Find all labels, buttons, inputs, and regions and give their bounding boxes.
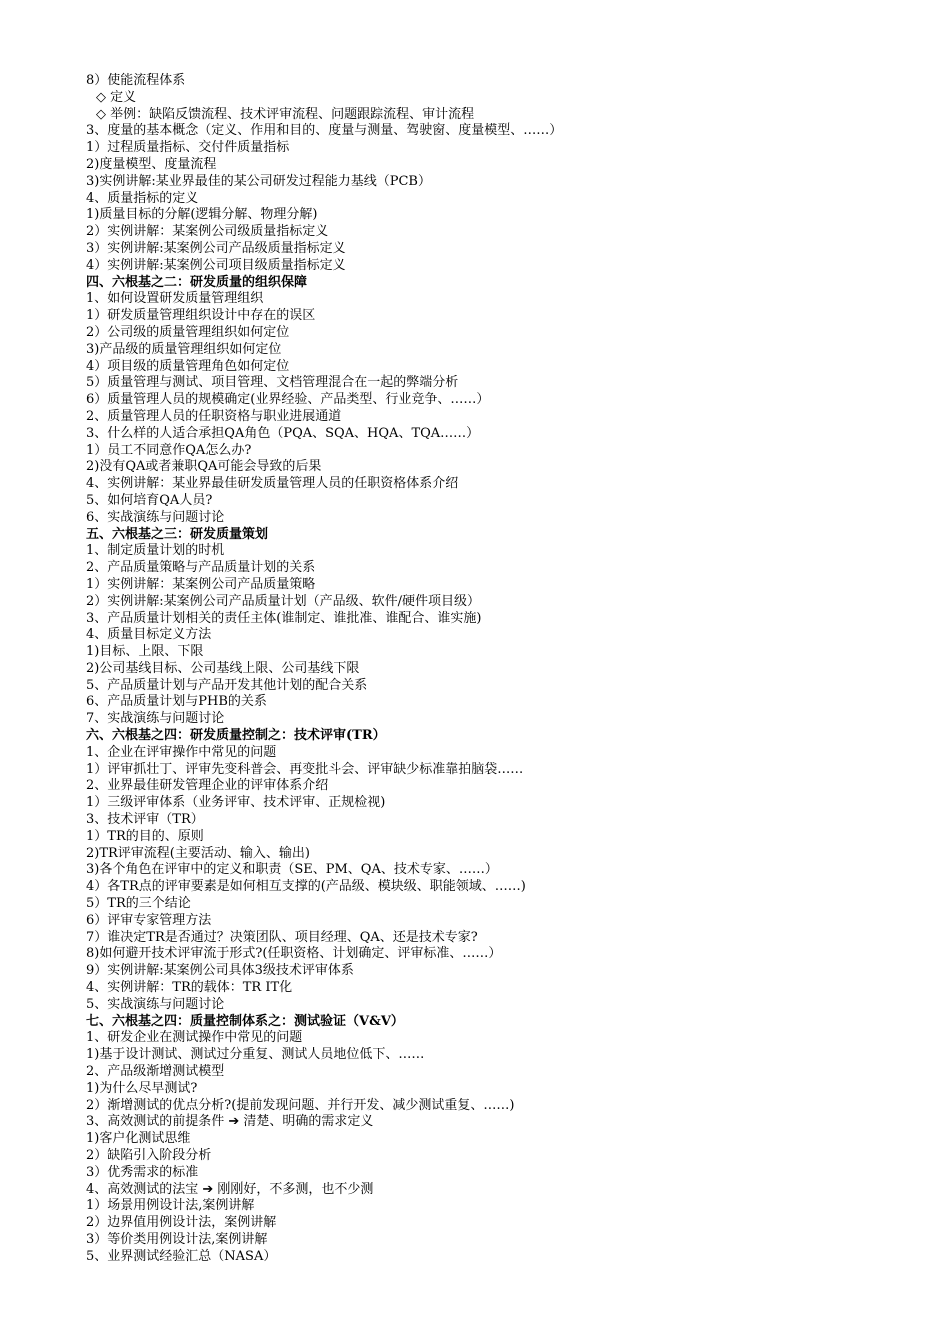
text-line: 1、研发企业在测试操作中常见的问题 bbox=[86, 1030, 303, 1046]
text-line: 3）优秀需求的标准 bbox=[86, 1164, 199, 1180]
text-line: 1)目标、上限、下限 bbox=[86, 644, 204, 660]
text-line: 1)客户化测试思维 bbox=[86, 1131, 191, 1147]
text-line: 1）员工不同意作QA怎么办? bbox=[86, 442, 252, 458]
text-line: 1）三级评审体系（业务评审、技术评审、正规检视) bbox=[86, 795, 386, 811]
text-line: 6）评审专家管理方法 bbox=[86, 912, 212, 928]
text-line: 1）场景用例设计法,案例讲解 bbox=[86, 1198, 255, 1214]
text-line: 2)度量模型、度量流程 bbox=[86, 156, 217, 172]
text-line: 5、实战演练与问题讨论 bbox=[86, 996, 225, 1012]
text-line: 1、制定质量计划的时机 bbox=[86, 543, 225, 559]
text-line: 1)为什么尽早测试? bbox=[86, 1080, 198, 1096]
text-line: 3）实例讲解:某案例公司产品级质量指标定义 bbox=[86, 240, 346, 256]
text-line: 8）使能流程体系 bbox=[86, 73, 186, 88]
text-line: 3)各个角色在评审中的定义和职责（SE、PM、QA、技术专家、……） bbox=[86, 862, 498, 878]
text-line: 2)没有QA或者兼职QA可能会导致的后果 bbox=[86, 459, 322, 475]
bullet-line: ◇ 举例：缺陷反馈流程、技术评审流程、问题跟踪流程、审计流程 bbox=[96, 106, 475, 122]
text-line: 2）渐增测试的优点分析?(提前发现问题、并行开发、减少测试重复、……) bbox=[86, 1097, 515, 1113]
text-line: 4、高效测试的法宝 ➔ 刚刚好，不多测，也不少测 bbox=[86, 1181, 374, 1197]
text-line: 4）项目级的质量管理角色如何定位 bbox=[86, 358, 290, 374]
text-line: 1）TR的目的、原则 bbox=[86, 828, 204, 844]
text-line: 2、业界最佳研发管理企业的评审体系介绍 bbox=[86, 778, 329, 794]
section-heading: 六、六根基之四：研发质量控制之：技术评审(TR） bbox=[86, 728, 386, 744]
text-line: 5）TR的三个结论 bbox=[86, 896, 191, 912]
text-line: 8)如何避开技术评审流于形式?(任职资格、计划确定、评审标准、……） bbox=[86, 946, 502, 962]
text-line: 1）过程质量指标、交付件质量指标 bbox=[86, 140, 290, 156]
text-line: 2）边界值用例设计法，案例讲解 bbox=[86, 1215, 277, 1231]
text-line: 2、产品级渐增测试模型 bbox=[86, 1064, 225, 1080]
text-line: 3）等价类用例设计法,案例讲解 bbox=[86, 1231, 268, 1247]
text-line: 1)基于设计测试、测试过分重复、测试人员地位低下、…… bbox=[86, 1047, 425, 1063]
section-heading: 四、六根基之二：研发质量的组织保障 bbox=[86, 274, 308, 290]
text-line: 5、产品质量计划与产品开发其他计划的配合关系 bbox=[86, 677, 368, 693]
text-line: 4、实例讲解：TR的载体：TR IT化 bbox=[86, 980, 293, 996]
text-line: 6）质量管理人员的规模确定(业界经验、产品类型、行业竞争、……） bbox=[86, 392, 490, 408]
text-line: 2、产品质量策略与产品质量计划的关系 bbox=[86, 560, 316, 576]
text-line: 1、如何设置研发质量管理组织 bbox=[86, 291, 264, 307]
text-line: 4）实例讲解:某案例公司项目级质量指标定义 bbox=[86, 257, 346, 273]
document-body bbox=[86, 73, 926, 1266]
text-line: 3、度量的基本概念（定义、作用和目的、度量与测量、驾驶窗、度量模型、……） bbox=[86, 123, 563, 139]
text-line: 1）评审抓壮丁、评审先变科普会、再变批斗会、评审缺少标准靠拍脑袋…… bbox=[86, 761, 524, 777]
text-line: 7）谁决定TR是否通过？决策团队、项目经理、QA、还是技术专家? bbox=[86, 929, 478, 945]
section-heading: 五、六根基之三：研发质量策划 bbox=[86, 526, 269, 542]
text-line: 1）研发质量管理组织设计中存在的误区 bbox=[86, 308, 316, 324]
text-line: 6、实战演练与问题讨论 bbox=[86, 509, 225, 525]
bullet-line: ◇ 定义 bbox=[96, 89, 137, 105]
text-line: 5）质量管理与测试、项目管理、文档管理混合在一起的弊端分析 bbox=[86, 375, 459, 391]
text-line: 2)TR评审流程(主要活动、输入、输出) bbox=[86, 845, 310, 861]
text-line: 1）实例讲解：某案例公司产品质量策略 bbox=[86, 576, 316, 592]
text-line: 3)产品级的质量管理组织如何定位 bbox=[86, 341, 282, 357]
text-line: 3、产品质量计划相关的责任主体(谁制定、谁批准、谁配合、谁实施) bbox=[86, 610, 482, 626]
text-line: 2）公司级的质量管理组织如何定位 bbox=[86, 324, 290, 340]
text-line: 7、实战演练与问题讨论 bbox=[86, 711, 225, 727]
text-line: 2）实例讲解:某案例公司产品质量计划（产品级、软件/硬件项目级） bbox=[86, 593, 481, 609]
text-line: 3)实例讲解:某业界最佳的某公司研发过程能力基线（PCB） bbox=[86, 173, 431, 189]
text-line: 4、实例讲解：某业界最佳研发质量管理人员的任职资格体系介绍 bbox=[86, 476, 459, 492]
text-line: 4）各TR点的评审要素是如何相互支撑的(产品级、模块级、职能领域、……) bbox=[86, 879, 526, 895]
text-line: 2)公司基线目标、公司基线上限、公司基线下限 bbox=[86, 660, 360, 676]
text-line: 5、业界测试经验汇总（NASA） bbox=[86, 1248, 277, 1264]
text-line: 3、高效测试的前提条件 ➔ 清楚、明确的需求定义 bbox=[86, 1114, 374, 1130]
text-line: 1)质量目标的分解(逻辑分解、物理分解) bbox=[86, 207, 318, 223]
text-line: 1、企业在评审操作中常见的问题 bbox=[86, 744, 277, 760]
text-line: 2、质量管理人员的任职资格与职业进展通道 bbox=[86, 408, 342, 424]
text-line: 5、如何培育QA人员? bbox=[86, 492, 213, 508]
text-line: 4、质量目标定义方法 bbox=[86, 627, 212, 643]
text-line: 3、技术评审（TR） bbox=[86, 812, 204, 828]
text-line: 4、质量指标的定义 bbox=[86, 190, 199, 206]
text-line: 2）缺陷引入阶段分析 bbox=[86, 1148, 212, 1163]
text-line: 9）实例讲解:某案例公司具体3级技术评审体系 bbox=[86, 963, 354, 979]
text-line: 6、产品质量计划与PHB的关系 bbox=[86, 694, 267, 710]
text-line: 2）实例讲解：某案例公司级质量指标定义 bbox=[86, 224, 329, 240]
text-line: 3、什么样的人适合承担QA角色（PQA、SQA、HQA、TQA……） bbox=[86, 425, 480, 441]
section-heading: 七、六根基之四：质量控制体系之：测试验证（V&V） bbox=[86, 1013, 404, 1029]
